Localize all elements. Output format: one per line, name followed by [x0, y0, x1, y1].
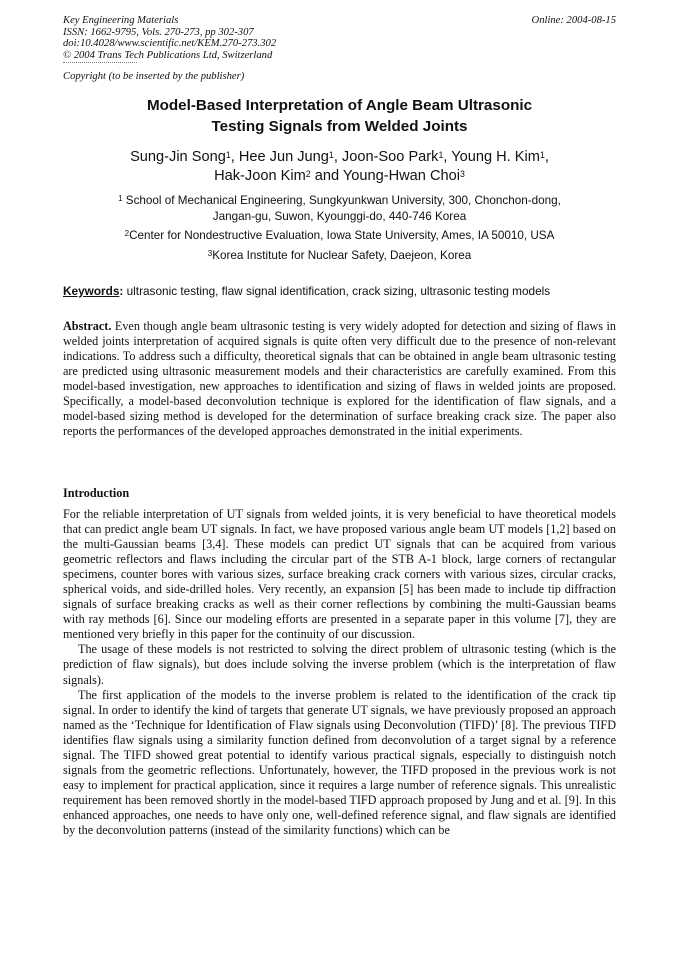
affiliation-1	[63, 193, 616, 224]
author-separator: ,	[443, 149, 452, 165]
introduction-body	[63, 507, 616, 838]
author-affil-mark: 1	[225, 150, 231, 160]
online-date: Online: 2004-08-15	[531, 15, 616, 26]
affiliation-1-line-2: Jangan-gu, Suwon, Kyounggi-do, 440-746 Korea	[212, 209, 467, 223]
affiliation-mark: 2	[124, 229, 130, 238]
affiliation-1-line-1	[63, 193, 616, 209]
abstract-label: Abstract.	[63, 319, 112, 333]
author-line-2	[63, 167, 616, 186]
affiliation-text: School of Mechanical Engineering, Sungkyunkwan University, 300, Chonchon-dong,	[125, 194, 561, 207]
author-affil-mark: 1	[438, 150, 444, 160]
intro-paragraph-3: The first application of the models to the inverse problem is related to the identification of the crack tip signal. In order to identify the kind of targets that generate UT signals, we have previously proposed an approach named as the ‘Technique for Identification of Flaw signals using Deconvolution (TIFD)’ [8]. The previous TIFD identifies flaw signals using a similarity function defined from deconvolution of a target signal by a reference signal. The TIFD showed great potential to identify various practical signals, especially to distinguish notch signals from the geometric reflections. Unfortunately, however, the TIFD proposed in the previous work is not easy to implement for practical application, since it requires a large number of reference signals. This unrealistic requirement has been removed shortly in the model-based TIFD approach proposed by Jung and et al. [9]. In this enhanced approaches, one needs to have only one, well-defined reference signal, and flaw signals are identified by the deconvolution patterns (instead of the similarity functions) which can be	[63, 687, 616, 837]
author-affil-mark: 2	[305, 169, 311, 180]
author-name: Young H. Kim	[451, 149, 540, 165]
affiliation-mark: 1	[118, 194, 123, 203]
keywords-line	[63, 284, 616, 298]
keywords-colon: :	[119, 284, 124, 298]
abstract	[63, 319, 616, 439]
journal-header	[63, 15, 616, 66]
title-line-1: Model-Based Interpretation of Angle Beam Ultrasonic	[146, 97, 533, 114]
author-name: Young-Hwan Choi	[342, 168, 460, 185]
keywords-text: ultrasonic testing, flaw signal identification, crack sizing, ultrasonic testing models	[123, 284, 551, 298]
intro-paragraph-1: For the reliable interpretation of UT signals from welded joints, it is very beneficial to have theoretical models that can predict angle beam UT signals. In fact, we have proposed various angle beam UT models [1,2] based on the multi-Gaussian beams [3,4]. These models can predict UT signals that can be acquired from various geometric reflectors and flaws including the circular part of the STB A-1 block, large corners of rectangular specimens, counter bores with various sizes, surface breaking crack corners with various sizes, circular cracks, spherical voids, and side-drilled holes. Very recently, an expansion [5] has been made to include tip diffraction signals of surface breaking cracks as well as their corner reflections by combining the multi-Gaussian beams with ray methods [6]. Since our modeling efforts are presented in a separate paper in this volume [7], they are mentioned very briefly in this paper for the continuity of our discussion.	[63, 507, 616, 642]
journal-name: Key Engineering Materials	[63, 15, 179, 26]
affiliation-mark: 3	[207, 249, 213, 258]
header-rule	[63, 62, 137, 66]
author-affil-mark: 1	[539, 150, 545, 160]
author-list	[63, 148, 616, 187]
author-name: Hak-Joon Kim	[214, 168, 306, 185]
author-conjunction: and	[310, 168, 343, 185]
affiliation-2	[63, 228, 616, 244]
publisher-line: © 2004 Trans Tech Publications Ltd, Switzerland	[63, 49, 273, 61]
author-affil-mark: 1	[328, 150, 334, 160]
copyright-line: Copyright (to be inserted by the publisher)	[63, 71, 245, 82]
intro-paragraph-2: The usage of these models is not restricted to solving the direct problem of ultrasonic testing (which is the prediction of flaw signals), but does include solving the inverse problem (which is the interpretation of flaw signals).	[63, 642, 616, 687]
affiliation-text: Center for Nondestructive Evaluation, Iowa State University, Ames, IA 50010, USA	[129, 229, 555, 242]
author-name: Sung-Jin Song	[130, 149, 226, 165]
author-affil-mark: 3	[459, 169, 465, 180]
title-line-2: Testing Signals from Welded Joints	[211, 117, 468, 135]
paper-title	[63, 96, 616, 137]
author-name: Hee Jun Jung	[238, 149, 329, 165]
author-name: Joon-Soo Park	[341, 149, 439, 165]
abstract-text: Even though angle beam ultrasonic testing is very widely adopted for detection and sizing of flaws in welded joints interpretation of acquired signals is quite often very difficult due to the presence of non-relevant indications. To address such a difficulty, theoretical signals that can be obtained in angle beam ultrasonic testing are predicted using ultrasonic measurement models and their characteristics are carefully examined. From this model-based investigation, new approaches to identification and sizing of flaws in welded joints are proposed. Specifically, a model-based deconvolution technique is explored for the identification of flaw signals, and a model-based sizing method is developed for the determination of surface breaking crack size. The paper also reports the performances of the developed approaches demonstrated in the initial experiments.	[63, 319, 616, 439]
author-separator: ,	[230, 149, 239, 165]
issn-line: ISSN: 1662-9795, Vols. 270-273, pp 302-307	[63, 26, 254, 38]
affiliation-3	[63, 248, 616, 264]
doi-line: doi:10.4028/www.scientific.net/KEM.270-273.302	[63, 38, 277, 50]
keywords-label: Keywords	[63, 284, 120, 298]
author-separator: ,	[333, 149, 342, 165]
affiliation-text: Korea Institute for Nuclear Safety, Daejeon, Korea	[212, 249, 472, 262]
author-separator: ,	[544, 149, 549, 165]
section-heading-introduction: Introduction	[63, 486, 130, 500]
author-line-1	[63, 148, 616, 167]
